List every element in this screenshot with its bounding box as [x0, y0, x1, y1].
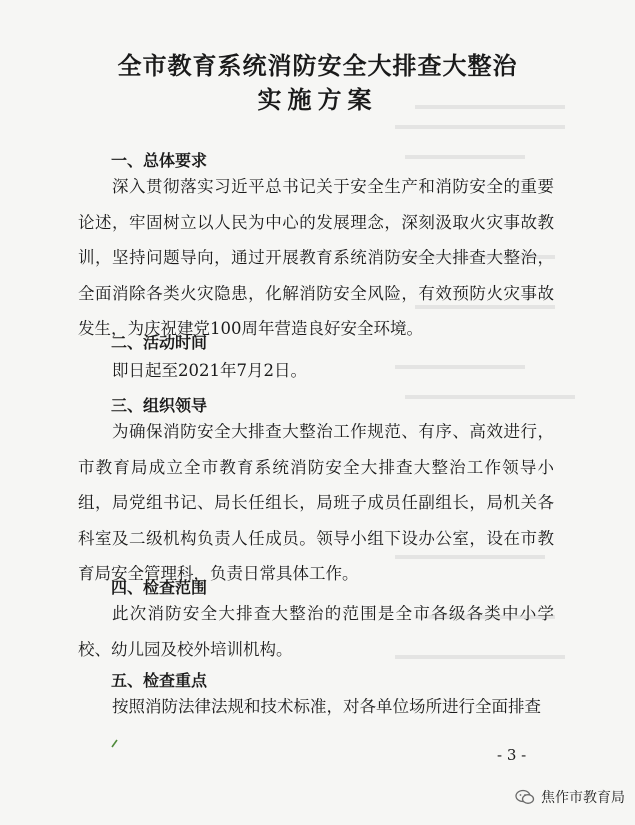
section-heading-scope: 四、检查范围 — [111, 578, 208, 597]
section-heading-leadership: 三、组织领导 — [111, 396, 208, 415]
watermark — [515, 787, 625, 807]
page-number: - 3 - — [497, 746, 527, 764]
document-title-line-1: 全市教育系统消防安全大排查大整治 — [117, 51, 518, 80]
wechat-icon — [515, 789, 535, 805]
section-heading-focus: 五、检查重点 — [111, 671, 208, 690]
section-paragraph-scope: 此次消防安全大排查大整治的范围是全市各级各类中小学校、幼儿园及校外培训机构。 — [78, 604, 554, 659]
section-heading-requirements: 一、总体要求 — [111, 151, 208, 170]
section-paragraph-time: 即日起至2021年7月2日。 — [112, 361, 307, 380]
section-paragraph-requirements: 深入贯彻落实习近平总书记关于安全生产和消防安全的重要论述，牢固树立以人民为中心的发展理念，深刻汲取火灾事故教训，坚持问题导向，通过开展教育系统消防安全大排查大整治，全面消除各类火灾隐患，化解消防安全风险，有效预防火灾事故发生，为庆祝建党100周年营造良好安全环境。 — [78, 177, 554, 338]
section-heading-time: 二、活动时间 — [111, 333, 208, 352]
document-title-line-2: 实施方案 — [257, 85, 378, 114]
section-paragraph-focus: 按照消防法律法规和技术标准，对各单位场所进行全面排查 — [112, 697, 541, 716]
watermark-text: 焦作市教育局 — [541, 790, 625, 806]
section-paragraph-leadership: 为确保消防安全大排查大整治工作规范、有序、高效进行，市教育局成立全市教育系统消防安全大排查大整治工作领导小组，局党组书记、局长任组长，局班子成员任副组长，局机关各科室及二级机构负责人任成员。领导小组下设办公室，设在市教育局安全管理科，负责日常具体工作。 — [78, 422, 554, 583]
pen-mark-icon — [110, 738, 120, 748]
